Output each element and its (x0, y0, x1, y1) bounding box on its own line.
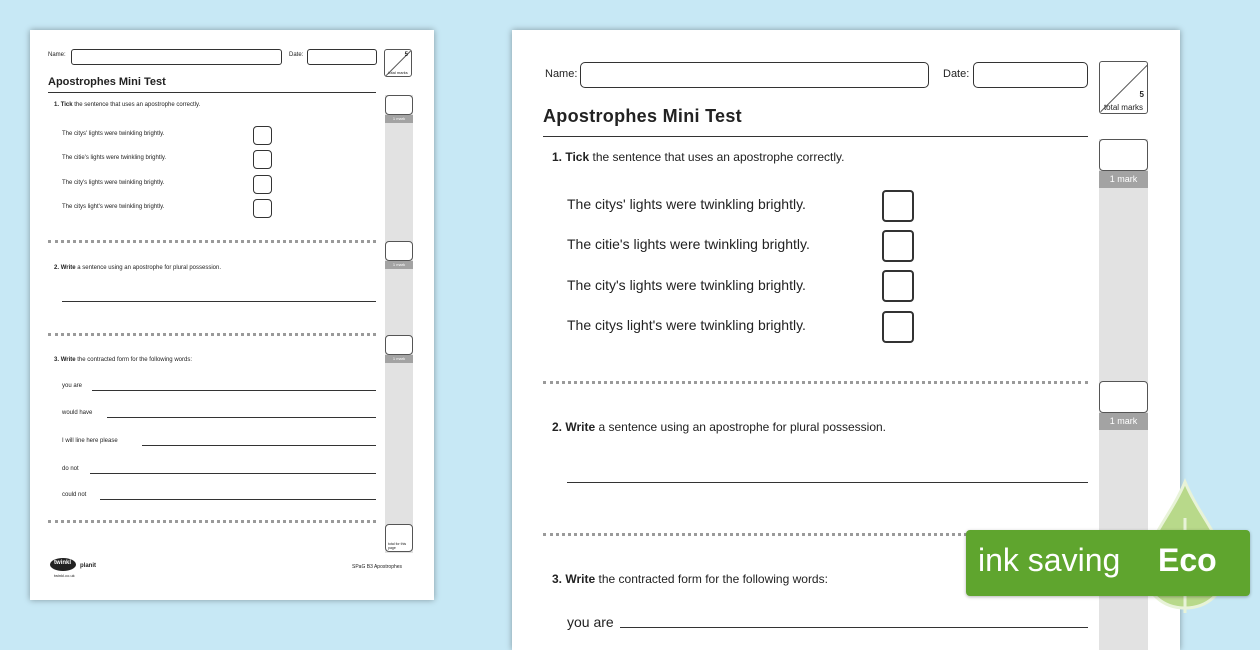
q3-word-2: would have (62, 410, 93, 416)
q1-option-1-checkbox[interactable] (253, 126, 272, 145)
q1-option-2-checkbox[interactable] (882, 230, 914, 262)
mark-label-q2: 1 mark (1099, 413, 1148, 430)
q1-prompt: 1. Tick the sentence that uses an apostrophe correctly. (552, 150, 845, 164)
page-total-box[interactable] (385, 524, 413, 552)
q3-prompt: 3. Write the contracted form for the following words: (54, 357, 192, 363)
name-field[interactable] (71, 49, 282, 65)
q3-answer-line-1[interactable] (620, 627, 1088, 628)
section-divider (543, 381, 1088, 384)
section-divider (48, 333, 376, 336)
section-divider (48, 520, 376, 523)
q3-answer-line-2[interactable] (107, 417, 376, 418)
q1-option-1: The citys' lights were twinkling brightly. (567, 196, 806, 212)
q2-prompt: 2. Write a sentence using an apostrophe for plural possession. (54, 265, 222, 271)
q1-option-1: The citys' lights were twinkling brightly. (62, 131, 165, 137)
q1-option-4: The citys light's were twinkling brightly. (567, 317, 806, 333)
q1-option-3-checkbox[interactable] (882, 270, 914, 302)
page-total-label: total for this page (388, 542, 407, 550)
mark-label-q1: 1 mark (1099, 171, 1148, 188)
q1-option-3: The city's lights were twinkling brightly. (567, 277, 806, 293)
mark-box-q2[interactable] (385, 241, 413, 261)
q1-option-2: The citie's lights were twinkling brightly. (567, 236, 810, 252)
eco-text: Eco (1158, 542, 1217, 578)
total-marks-value: 5 (1139, 90, 1144, 99)
total-marks-value: 5 (404, 52, 408, 58)
twinkl-logo: twinkl (50, 558, 76, 571)
q3-answer-line-3[interactable] (142, 445, 376, 446)
page-title: Apostrophes Mini Test (543, 106, 742, 126)
q1-option-3: The city's lights were twinkling brightly. (62, 180, 165, 186)
total-marks-box (1099, 61, 1148, 114)
date-field[interactable] (307, 49, 377, 65)
page-title: Apostrophes Mini Test (48, 76, 166, 88)
title-rule (543, 136, 1088, 137)
mark-label-q2: 1 mark (385, 261, 413, 269)
total-marks-label: total marks (1103, 103, 1144, 112)
mark-box-q1[interactable] (1099, 139, 1148, 171)
q2-answer-line[interactable] (567, 482, 1088, 483)
mark-box-q2[interactable] (1099, 381, 1148, 413)
marks-column (385, 95, 413, 553)
mark-box-q3[interactable] (385, 335, 413, 355)
q1-option-2-checkbox[interactable] (253, 150, 272, 169)
q1-prompt: 1. Tick the sentence that uses an apostrophe correctly. (54, 102, 201, 108)
name-label: Name: (545, 68, 578, 80)
q3-word-3: I will line here please (62, 438, 118, 444)
mark-label-q1: 1 mark (385, 115, 413, 123)
name-label: Name: (48, 52, 66, 58)
q3-word-1: you are (62, 383, 83, 389)
q3-word-1: you are (567, 614, 614, 630)
ink-saving-badge (966, 530, 1250, 596)
q1-option-4-checkbox[interactable] (882, 311, 914, 343)
page-reference: SPaG B3 Apostrophes (352, 564, 403, 570)
twinkl-url: twinkl.co.uk (54, 573, 75, 578)
date-label: Date: (289, 52, 304, 58)
q3-answer-line-1[interactable] (92, 390, 376, 391)
q1-option-2: The citie's lights were twinkling brightly. (62, 155, 167, 161)
date-field[interactable] (973, 62, 1088, 88)
q3-answer-line-4[interactable] (90, 473, 376, 474)
q1-option-4-checkbox[interactable] (253, 199, 272, 218)
planit-logo: planit (80, 563, 96, 569)
total-marks-box (384, 49, 412, 77)
ink-saving-text: ink saving (978, 542, 1121, 578)
q3-answer-line-5[interactable] (100, 499, 376, 500)
mark-label-q3: 1 mark (385, 355, 413, 363)
q1-option-3-checkbox[interactable] (253, 175, 272, 194)
worksheet-thumbnail (30, 30, 434, 600)
mark-box-q1[interactable] (385, 95, 413, 115)
name-field[interactable] (580, 62, 929, 88)
q2-answer-line[interactable] (62, 301, 376, 302)
total-marks-label: total marks (388, 70, 408, 75)
section-divider (48, 240, 376, 243)
q3-word-5: could not (62, 492, 87, 498)
q3-prompt: 3. Write the contracted form for the following words: (552, 572, 828, 586)
q1-option-1-checkbox[interactable] (882, 190, 914, 222)
q3-word-4: do not (62, 466, 79, 472)
title-rule (48, 92, 376, 93)
q1-option-4: The citys light's were twinkling brightly. (62, 204, 165, 210)
date-label: Date: (943, 68, 970, 80)
q2-prompt: 2. Write a sentence using an apostrophe for plural possession. (552, 420, 887, 434)
